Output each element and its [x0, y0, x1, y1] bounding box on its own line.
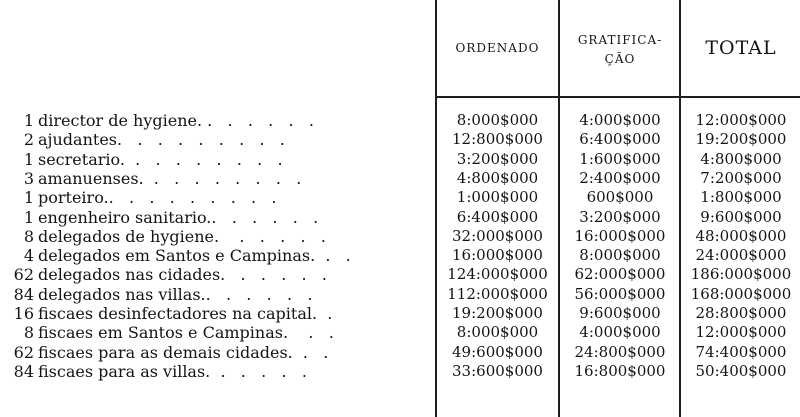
header-ordenado: [437, 0, 558, 96]
row-ordenado: 8:000$000: [456, 111, 539, 129]
table-row: [0, 150, 800, 169]
row-count: 16: [13, 304, 34, 323]
row-count: 1: [23, 111, 34, 130]
row-label: amanuenses. . . . . . . . .: [38, 168, 302, 188]
row-total: 186:000$000: [690, 265, 792, 284]
row-total: 48:000$000: [695, 226, 787, 245]
header-total: [682, 0, 800, 96]
header-total-label: TOTAL: [705, 37, 777, 59]
row-ordenado: 1:000$000: [456, 188, 539, 207]
table-row: [0, 304, 800, 323]
table-row: [0, 208, 800, 227]
row-count: 1: [23, 188, 34, 208]
row-total: 168:000$000: [690, 284, 792, 303]
row-total: 4:800$000: [700, 149, 782, 168]
table-row: [0, 188, 800, 207]
row-count: 4: [23, 246, 34, 266]
table-row: [0, 111, 800, 130]
row-count: 8: [23, 226, 34, 246]
row-label: ajudantes. . . . . . . . .: [38, 130, 285, 150]
row-count: 3: [23, 168, 34, 188]
row-gratificacao: 2:400$000: [579, 168, 661, 187]
row-gratificacao: 1:600$000: [579, 149, 661, 168]
header-ordenado-label: ORDENADO: [455, 41, 540, 55]
row-gratificacao: 9:600$000: [579, 304, 661, 322]
row-gratificacao: 56:000$000: [574, 284, 666, 303]
table-row: [0, 246, 800, 265]
row-ordenado: 3:200$000: [456, 149, 539, 168]
header-gratificacao: [561, 0, 679, 96]
row-count: 8: [23, 323, 34, 343]
row-label: delegados em Santos e Campinas. . .: [38, 246, 351, 266]
row-label: fiscaes desinfectadores na capital. .: [38, 304, 333, 323]
row-total: 12:000$000: [695, 323, 787, 342]
row-ordenado: 49:600$000: [452, 342, 543, 361]
row-count: 1: [23, 149, 34, 169]
row-label: fiscaes para as villas. . . . . .: [38, 361, 307, 381]
row-gratificacao: 8:000$000: [579, 246, 661, 265]
table-row: [0, 227, 800, 246]
row-total: 1:800$000: [700, 188, 782, 207]
row-total: 24:000$000: [695, 246, 787, 265]
table-row: [0, 169, 800, 188]
header-rule: [435, 96, 800, 98]
row-ordenado: 12:800$000: [452, 130, 543, 149]
row-label: engenheiro sanitario.. . . . . .: [38, 207, 319, 227]
row-label: porteiro.. . . . . . . . .: [38, 188, 277, 208]
row-gratificacao: 24:800$000: [574, 342, 666, 361]
row-gratificacao: 4:000$000: [579, 323, 661, 342]
row-label: delegados nas villas.. . . . . .: [38, 284, 313, 304]
row-ordenado: 16:000$000: [452, 246, 543, 265]
row-count: 62: [13, 265, 34, 285]
row-count: 84: [13, 284, 34, 304]
row-count: 1: [23, 207, 34, 227]
header-gratificacao-line2: ÇÃO: [604, 52, 636, 66]
row-ordenado: 32:000$000: [452, 226, 543, 245]
row-total: 7:200$000: [700, 168, 782, 187]
row-label: delegados de hygiene. . . . . .: [38, 226, 326, 246]
table-row: [0, 323, 800, 342]
row-label: fiscaes em Santos e Campinas. . .: [38, 323, 334, 343]
row-count: 84: [13, 361, 34, 381]
row-ordenado: 4:800$000: [456, 168, 539, 187]
table-row: [0, 343, 800, 362]
row-ordenado: 8:000$000: [456, 323, 539, 342]
row-label: secretario. . . . . . . . .: [38, 149, 283, 169]
row-total: 19:200$000: [695, 130, 787, 149]
row-count: 2: [23, 130, 34, 150]
row-gratificacao: 4:000$000: [579, 111, 661, 129]
row-total: 74:400$000: [695, 342, 787, 361]
row-gratificacao: 16:800$000: [574, 361, 666, 380]
row-ordenado: 124:000$000: [447, 265, 548, 284]
row-ordenado: 19:200$000: [452, 304, 543, 322]
row-total: 9:600$000: [700, 207, 782, 226]
row-gratificacao: 3:200$000: [579, 207, 661, 226]
row-gratificacao: 16:000$000: [574, 226, 666, 245]
row-ordenado: 112:000$000: [447, 284, 548, 303]
table-row: [0, 362, 800, 381]
row-ordenado: 6:400$000: [456, 207, 539, 226]
row-total: 50:400$000: [695, 361, 787, 380]
row-label: delegados nas cidades. . . . . .: [38, 265, 327, 285]
row-total: 12:000$000: [695, 111, 787, 129]
header-gratificacao-line1: GRATIFICA-: [577, 33, 663, 47]
row-label: director de hygiene. . . . . . .: [38, 111, 314, 130]
row-gratificacao: 6:400$000: [579, 130, 661, 149]
row-ordenado: 33:600$000: [452, 361, 543, 380]
row-label: fiscaes para as demais cidades. . .: [38, 342, 329, 362]
row-total: 28:800$000: [695, 304, 787, 322]
table-row: [0, 130, 800, 149]
table-row: [0, 265, 800, 284]
row-gratificacao: 600$000: [586, 188, 654, 207]
table-row: [0, 285, 800, 304]
row-count: 62: [13, 342, 34, 362]
row-gratificacao: 62:000$000: [574, 265, 666, 284]
